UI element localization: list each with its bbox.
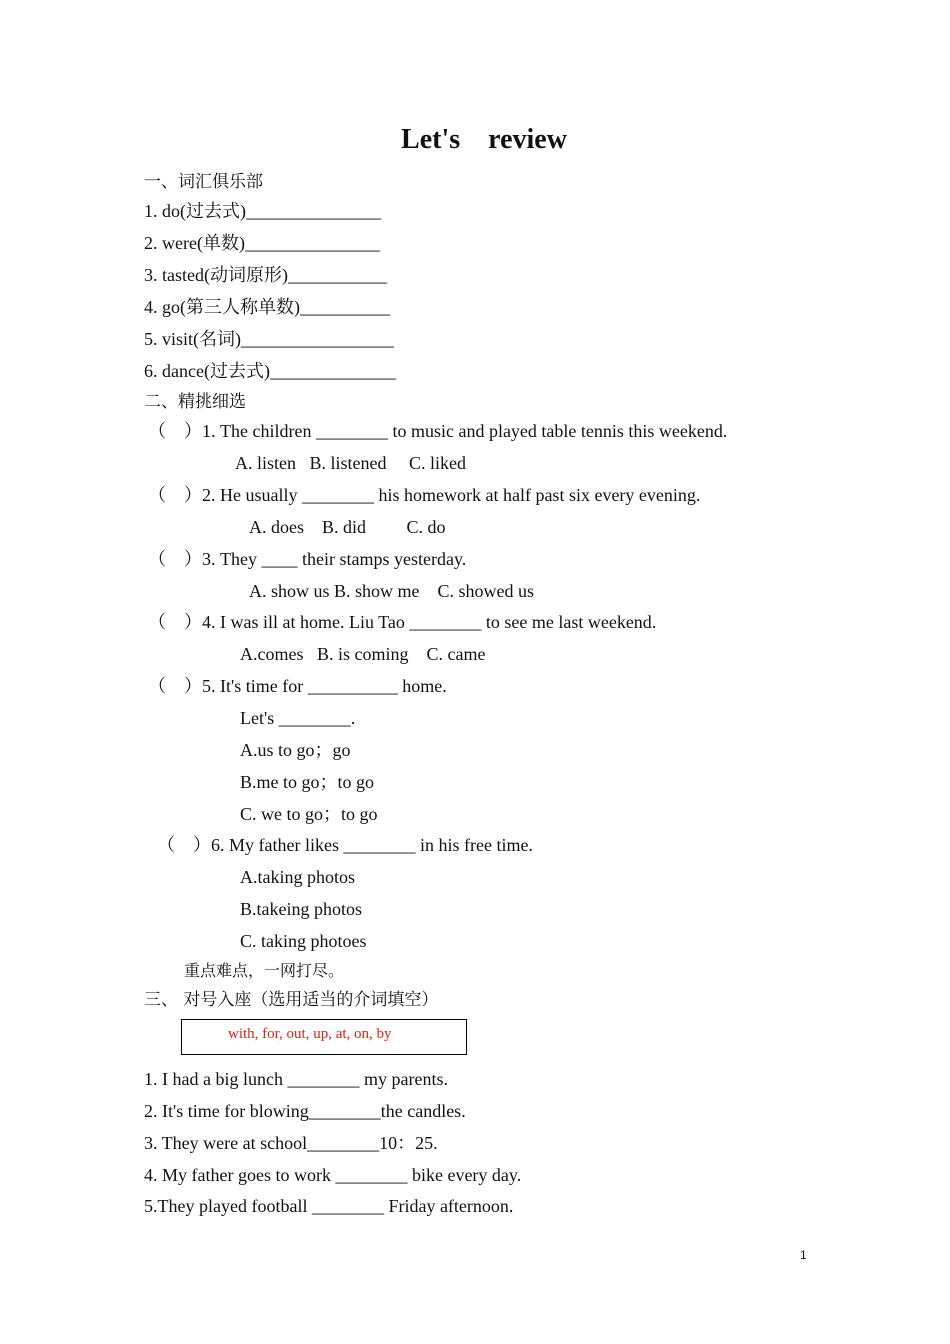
mc-question-5-option-a: A.us to go；go bbox=[240, 740, 351, 760]
word-bank-words: with, for, out, up, at, on, by bbox=[228, 1026, 392, 1042]
fill-item-3: 3. They were at school________10：25. bbox=[144, 1133, 438, 1153]
mc-question-6-option-b: B.takeing photos bbox=[240, 899, 362, 919]
vocab-item-1: 1. do(过去式)_______________ bbox=[144, 201, 381, 221]
page-number: 1 bbox=[800, 1248, 807, 1262]
mc-question-5-option-c: C. we to go；to go bbox=[240, 804, 378, 824]
section-heading-fill-in: 三、 对号入座（选用适当的介词填空） bbox=[144, 990, 439, 1010]
mc-question-6: （ ）6. My father likes ________ in his free time. bbox=[157, 835, 533, 855]
mc-question-5-line2: Let's ________. bbox=[240, 708, 356, 728]
fill-item-4: 4. My father goes to work ________ bike every day. bbox=[144, 1165, 522, 1185]
mc-question-6-option-a: A.taking photos bbox=[240, 867, 355, 887]
vocab-item-6: 6. dance(过去式)______________ bbox=[144, 361, 396, 381]
section-note: 重点难点，一网打尽。 bbox=[184, 961, 345, 980]
page-title: Let's review bbox=[401, 124, 567, 155]
vocab-item-5: 5. visit(名词)_________________ bbox=[144, 329, 394, 349]
mc-question-6-option-c: C. taking photoes bbox=[240, 931, 367, 951]
mc-question-4-options: A.comes B. is coming C. came bbox=[240, 644, 486, 664]
vocab-item-2: 2. were(单数)_______________ bbox=[144, 233, 380, 253]
mc-question-4: （ ）4. I was ill at home. Liu Tao ________ to see me last weekend. bbox=[148, 612, 657, 632]
fill-item-2: 2. It's time for blowing________the candles. bbox=[144, 1101, 466, 1121]
fill-item-1: 1. I had a big lunch ________ my parents. bbox=[144, 1069, 448, 1089]
section-heading-vocabulary: 一、词汇俱乐部 bbox=[144, 172, 263, 192]
mc-question-3-options: A. show us B. show me C. showed us bbox=[249, 581, 535, 601]
mc-question-5: （ ）5. It's time for __________ home. bbox=[148, 676, 447, 696]
fill-item-5: 5.They played football ________ Friday afternoon. bbox=[144, 1196, 514, 1216]
mc-question-5-option-b: B.me to go；to go bbox=[240, 772, 374, 792]
mc-question-1-options: A. listen B. listened C. liked bbox=[235, 453, 466, 473]
section-heading-multiple-choice: 二、精挑细选 bbox=[144, 392, 246, 412]
mc-question-1: （ ）1. The children ________ to music and played table tennis this weekend. bbox=[148, 421, 728, 441]
mc-question-2-options: A. does B. did C. do bbox=[249, 517, 446, 537]
mc-question-3: （ ）3. They ____ their stamps yesterday. bbox=[148, 549, 467, 569]
vocab-item-4: 4. go(第三人称单数)__________ bbox=[144, 297, 390, 317]
mc-question-2: （ ）2. He usually ________ his homework at half past six every evening. bbox=[148, 485, 701, 505]
vocab-item-3: 3. tasted(动词原形)___________ bbox=[144, 265, 387, 285]
word-bank-box bbox=[181, 1019, 467, 1055]
